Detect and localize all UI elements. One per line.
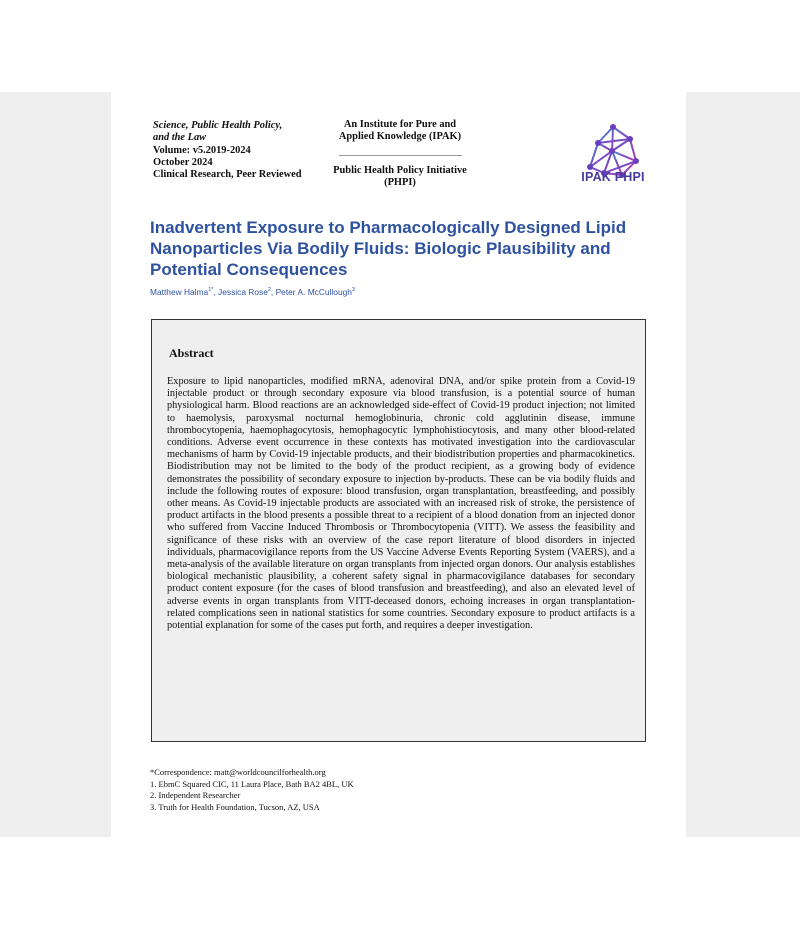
affiliation-item: 1. EbmC Squared CIC, 11 Laura Place, Bath BA2 4BL, UK bbox=[150, 778, 354, 789]
author-name: Matthew Halma bbox=[150, 287, 209, 297]
initiative-name: Public Health Policy Initiative (PHPI) bbox=[333, 164, 467, 189]
journal-info bbox=[153, 120, 323, 181]
affiliation-item: 2. Independent Researcher bbox=[150, 790, 241, 801]
institute-divider bbox=[339, 155, 462, 156]
journal-name: Science, Public Health Policy, and the Law bbox=[153, 120, 283, 144]
article-title: Inadvertent Exposure to Pharmacologically Designed Lipid Nanoparticles Via Bodily Fluids: Biologic Plausibility and Potential Consequences bbox=[150, 218, 627, 279]
author-affiliation-mark: 2 bbox=[267, 287, 271, 294]
journal-date: October 2024 bbox=[153, 156, 213, 168]
affiliation-item: 3. Truth for Health Foundation, Tucson, AZ, USA bbox=[150, 801, 320, 812]
author-affiliation-mark: 1* bbox=[208, 287, 214, 294]
institute-name: An Institute for Pure and Applied Knowledge (IPAK) bbox=[338, 119, 462, 143]
author-list: Matthew Halma$^{1*}$, Jessica Rose$^2$, Peter A. McCullough$^3$ bbox=[150, 287, 355, 297]
abstract-box bbox=[151, 319, 646, 742]
journal-volume: Volume: v5.2019-2024 bbox=[153, 144, 251, 156]
author-affiliation-mark: 3 bbox=[351, 287, 355, 294]
institute-info bbox=[330, 119, 470, 190]
author-name: Peter A. McCullough bbox=[275, 287, 352, 297]
logo-text: IPAK PHPI bbox=[581, 170, 645, 184]
journal-category: Clinical Research, Peer Reviewed bbox=[153, 169, 302, 181]
author-name: Jessica Rose bbox=[218, 287, 268, 297]
abstract-text: Exposure to lipid nanoparticles, modified mRNA, adenoviral DNA, and/or spike protein from a Covid-19 injectable product or through secondary exposure via blood transfusion, is a potential source of human physiological harm. Blood reactions are an acknowledged side-effect of Covid-19 product injection; not limited to haemolysis, paroxysmal nocturnal hemoglobinuria, chronic cold agglutinin disease, immune thrombocytopenia, haemophagocytosis, hemophagocytic lymphohistiocytosis, and many other blood-related conditions. Adverse event occurrence in these contexts has motivated investigation into the cardiovascular mechanisms of harm by Covid-19 injectable products, and their biodistribution properties and pharmacokinetics. Biodistribution may not be limited to the body of the product recipient, as a growing body of evidence demonstrates the possibility of secondary exposure to injection by-products. These can be via bodily fluids and include the following routes of exposure: blood transfusion, organ transplantation, breastfeeding, and possibly other means. As Covid-19 injectable products are associated with an increased risk of stroke, the persistence of product artifacts in the blood presents a possible threat to a recipient of a blood donation from an injected donor who suffered from Vaccine Induced Thrombosis or Thrombocytopenia (VITT). We assess the feasibility and significance of these risks with an overview of the case report literature of blood disorders in injected individuals, pharmacovigilance reports from the US Vaccine Adverse Events Reporting System (VAERS), and a meta-analysis of the available literature on organ transplants from injected organ donors. Our analysis establishes biological mechanistic plausibility, a coherent safety signal in pharmacovigilance databases for secondary product content exposure (for the cases of blood transfusion and breastfeeding), and also an elevated level of adverse events in organ transplants from VITT-deceased donors, echoing increases in organ transplantation-related complications seen in national statistics for some countries. Secondary exposure to product artifacts is a potential explanation for some of the cases put forth, and requires a deeper investigation. bbox=[167, 376, 635, 632]
abstract-heading: Abstract bbox=[169, 346, 214, 360]
correspondence-note: *Correspondence: matt@worldcouncilforhealth.org bbox=[150, 767, 326, 777]
footnotes bbox=[150, 767, 550, 813]
